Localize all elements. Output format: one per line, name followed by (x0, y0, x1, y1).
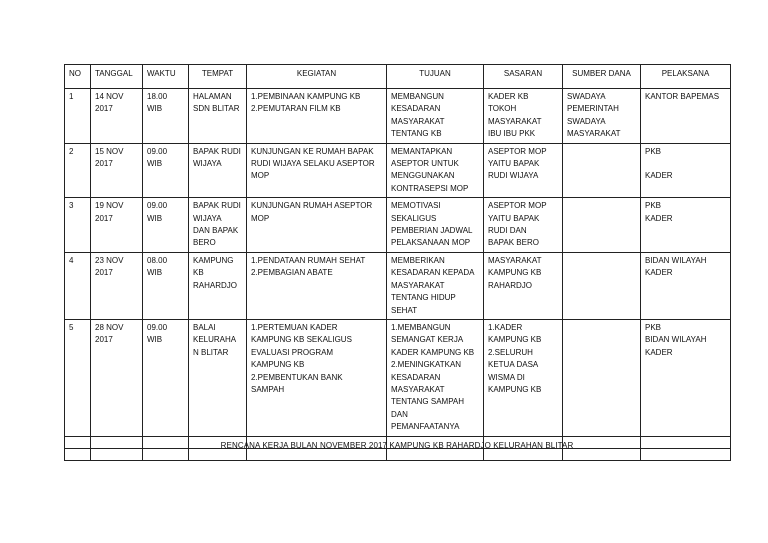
cell-line: MASYARAKAT (391, 280, 445, 290)
cell-line: MOP (251, 213, 270, 223)
cell-line: WIB (147, 268, 163, 278)
cell-sasaran (484, 198, 563, 253)
table-row (65, 252, 731, 319)
cell-tujuan (387, 198, 484, 253)
cell-line: 2.PEMUTARAN FILM KB (251, 104, 341, 114)
cell-line: WIJAYA (193, 159, 222, 169)
cell-line: MEMBANGUN (391, 92, 444, 101)
cell-line: MEMOTIVASI (391, 201, 441, 211)
cell-sumber-dana (563, 89, 641, 144)
cell-no: 3 (65, 198, 91, 253)
cell-sasaran (484, 143, 563, 198)
cell-line: KADER (645, 347, 673, 357)
header-tanggal: TANGGAL (91, 65, 143, 89)
table-row (65, 319, 731, 436)
table-caption: RENCANA KERJA BULAN NOVEMBER 2017 KAMPUNG KB RAHARDJO KELURAHAN BLITAR (220, 441, 574, 450)
cell-line: PKB (645, 322, 662, 332)
cell-line: 15 NOV (95, 146, 124, 156)
cell-tempat (189, 89, 247, 144)
cell-line: KESADARAN (391, 104, 441, 114)
cell-pelaksana (641, 319, 731, 436)
cell-waktu (143, 198, 189, 253)
cell-no: 1 (65, 89, 91, 144)
cell-sumber-dana (563, 143, 641, 198)
cell-line: SDN BLITAR (193, 104, 240, 114)
cell-line: 2017 (95, 268, 113, 278)
cell-line: WIB (147, 159, 163, 169)
cell-line: KAMPUNG KB (488, 268, 542, 278)
cell-line: MOP (251, 171, 270, 181)
header-pelaksana: PELAKSANA (641, 65, 731, 89)
cell-sumber-dana (563, 319, 641, 436)
header-kegiatan: KEGIATAN (247, 65, 387, 89)
cell-line: KESADARAN KEPADA (391, 268, 475, 278)
cell-line: WIJAYA (193, 213, 222, 223)
cell-line: 23 NOV (95, 255, 124, 265)
cell-line: 09.00 (147, 322, 168, 332)
cell-line: TENTANG KB (391, 129, 442, 139)
cell-line: MENGGUNAKAN (391, 171, 455, 181)
cell-tanggal (91, 252, 143, 319)
cell-line: 08.00 (147, 255, 168, 265)
cell-line: KETUA DASA (488, 360, 539, 370)
cell-tempat (189, 319, 247, 436)
cell-line: MASYARAKAT (488, 255, 542, 265)
cell-kegiatan (247, 143, 387, 198)
cell-tanggal (91, 319, 143, 436)
cell-line: KAMPUNG KB (488, 335, 542, 345)
cell-line: KB (193, 268, 204, 278)
cell-line: 2.SELURUH (488, 347, 533, 357)
cell-tujuan (387, 89, 484, 144)
cell-line: HALAMAN (193, 92, 232, 101)
cell-line: MASYARAKAT (488, 116, 542, 126)
cell-line: MASYARAKAT (567, 129, 621, 139)
cell-line: 2.PEMBAGIAN ABATE (251, 268, 333, 278)
table-row (65, 89, 731, 144)
cell-line: KELURAHA (193, 335, 237, 345)
cell-line: 2017 (95, 104, 113, 114)
cell-pelaksana (641, 198, 731, 253)
header-tempat: TEMPAT (189, 65, 247, 89)
cell-line: BIDAN WILAYAH (645, 255, 707, 265)
header-no: NO (65, 65, 91, 89)
cell-line: 1.PENDATAAN RUMAH SEHAT (251, 255, 366, 265)
header-sasaran: SASARAN (484, 65, 563, 89)
header-sumber-dana: SUMBER DANA (563, 65, 641, 89)
cell-line: KANTOR BAPEMAS (645, 92, 720, 101)
cell-line: SEHAT (391, 305, 418, 315)
cell-line: KAMPUNG KB (488, 384, 542, 394)
cell-tempat (189, 143, 247, 198)
cell-line: 09.00 (147, 146, 168, 156)
table-row (65, 143, 731, 198)
cell-line: RUDI DAN (488, 226, 527, 236)
cell-no: 5 (65, 319, 91, 436)
cell-line: PKB (645, 201, 662, 211)
cell-tempat (189, 198, 247, 253)
cell-line: 09.00 (147, 201, 168, 211)
cell-kegiatan (247, 89, 387, 144)
cell-line: RUDI WIJAYA SELAKU ASEPTOR (251, 159, 375, 169)
cell-line: PEMBERIAN JADWAL (391, 226, 473, 236)
cell-line: SAMPAH (251, 384, 285, 394)
table-row (65, 198, 731, 253)
cell-tujuan (387, 319, 484, 436)
cell-line: SWADAYA (567, 92, 606, 101)
cell-line: SEMANGAT KERJA (391, 335, 464, 345)
cell-line: KESADARAN (391, 372, 441, 382)
cell-line: TENTANG HIDUP (391, 293, 456, 303)
cell-no: 4 (65, 252, 91, 319)
cell-no: 2 (65, 143, 91, 198)
cell-line: 2017 (95, 335, 113, 345)
cell-tujuan (387, 252, 484, 319)
cell-line: MEMANTAPKAN (391, 146, 453, 156)
cell-line: RAHARDJO (193, 280, 238, 290)
work-plan-table (64, 64, 731, 461)
cell-line: 2.MENINGKATKAN (391, 360, 462, 370)
header-tujuan: TUJUAN (387, 65, 484, 89)
cell-line: ASEPTOR MOP (488, 146, 547, 156)
cell-sumber-dana (563, 198, 641, 253)
cell-line: PKB (645, 146, 662, 156)
cell-line: KONTRASEPSI MOP (391, 183, 469, 193)
cell-line: TOKOH (488, 104, 517, 114)
cell-line: ASEPTOR UNTUK (391, 159, 459, 169)
cell-waktu (143, 143, 189, 198)
cell-waktu (143, 252, 189, 319)
cell-line: DAN (391, 409, 408, 419)
cell-line: KAMPUNG KB SEKALIGUS (251, 335, 352, 345)
cell-pelaksana (641, 143, 731, 198)
cell-line: MASYARAKAT (391, 116, 445, 126)
cell-line: BAPAK RUDI (193, 146, 241, 156)
cell-line: 28 NOV (95, 322, 124, 332)
cell-line: 1.PERTEMUAN KADER (251, 322, 338, 332)
cell-line: BERO (193, 238, 216, 248)
cell-line: WIB (147, 213, 163, 223)
cell-line: N BLITAR (193, 347, 229, 357)
cell-line: 2017 (95, 159, 113, 169)
cell-line: ASEPTOR MOP (488, 201, 547, 211)
cell-line: 14 NOV (95, 92, 124, 101)
cell-line: MEMBERIKAN (391, 255, 445, 265)
cell-line: 2.PEMBENTUKAN BANK (251, 372, 343, 382)
cell-line: 2017 (95, 213, 113, 223)
cell-line: KADER (645, 213, 673, 223)
cell-kegiatan (247, 252, 387, 319)
cell-kegiatan (247, 198, 387, 253)
cell-sumber-dana (563, 252, 641, 319)
cell-line: KUNJUNGAN KE RUMAH BAPAK (251, 146, 374, 156)
cell-pelaksana (641, 89, 731, 144)
cell-line: SEKALIGUS (391, 213, 437, 223)
cell-line: BALAI (193, 322, 216, 332)
cell-line: 1.MEMBANGUN (391, 322, 451, 332)
cell-line (645, 158, 726, 170)
cell-line: RAHARDJO (488, 280, 533, 290)
cell-line: YAITU BAPAK (488, 213, 540, 223)
cell-line: RUDI WIJAYA (488, 171, 539, 181)
cell-line: IBU IBU PKK (488, 129, 536, 139)
table-body (65, 89, 731, 461)
cell-sasaran (484, 319, 563, 436)
cell-line: 1.KADER (488, 322, 523, 332)
cell-line: PEMANFAATANYA (391, 422, 460, 432)
cell-tanggal (91, 143, 143, 198)
cell-line: KAMPUNG (193, 255, 234, 265)
cell-line: KADER (645, 268, 673, 278)
cell-tujuan (387, 143, 484, 198)
cell-line: BIDAN WILAYAH (645, 335, 707, 345)
cell-line: PEMERINTAH (567, 104, 619, 114)
table-header-row (65, 65, 731, 89)
cell-line: BAPAK RUDI (193, 201, 241, 211)
cell-line: WIB (147, 104, 163, 114)
cell-line: WIB (147, 335, 163, 345)
cell-line: KADER KB (488, 92, 529, 101)
cell-line: MASYARAKAT (391, 384, 445, 394)
cell-line: 18.00 (147, 92, 168, 101)
cell-line: 1.PEMBINAAN KAMPUNG KB (251, 92, 361, 101)
cell-line: WISMA DI (488, 372, 525, 382)
cell-line: SWADAYA (567, 116, 606, 126)
cell-tanggal (91, 198, 143, 253)
cell-sasaran (484, 89, 563, 144)
cell-waktu (143, 319, 189, 436)
cell-line: KADER KAMPUNG KB (391, 347, 475, 357)
cell-line: EVALUASI PROGRAM (251, 347, 334, 357)
cell-line: KADER (645, 171, 673, 181)
cell-line: DAN BAPAK (193, 226, 239, 236)
cell-line: KUNJUNGAN RUMAH ASEPTOR (251, 201, 373, 211)
cell-kegiatan (247, 319, 387, 436)
cell-sasaran (484, 252, 563, 319)
cell-line: 19 NOV (95, 201, 124, 211)
cell-tempat (189, 252, 247, 319)
cell-line: YAITU BAPAK (488, 159, 540, 169)
header-waktu: WAKTU (143, 65, 189, 89)
cell-line: TENTANG SAMPAH (391, 397, 465, 407)
cell-line: BAPAK BERO (488, 238, 539, 248)
cell-line: PELAKSANAAN MOP (391, 238, 471, 248)
cell-pelaksana (641, 252, 731, 319)
cell-tanggal (91, 89, 143, 144)
cell-waktu (143, 89, 189, 144)
cell-line: KAMPUNG KB (251, 360, 305, 370)
